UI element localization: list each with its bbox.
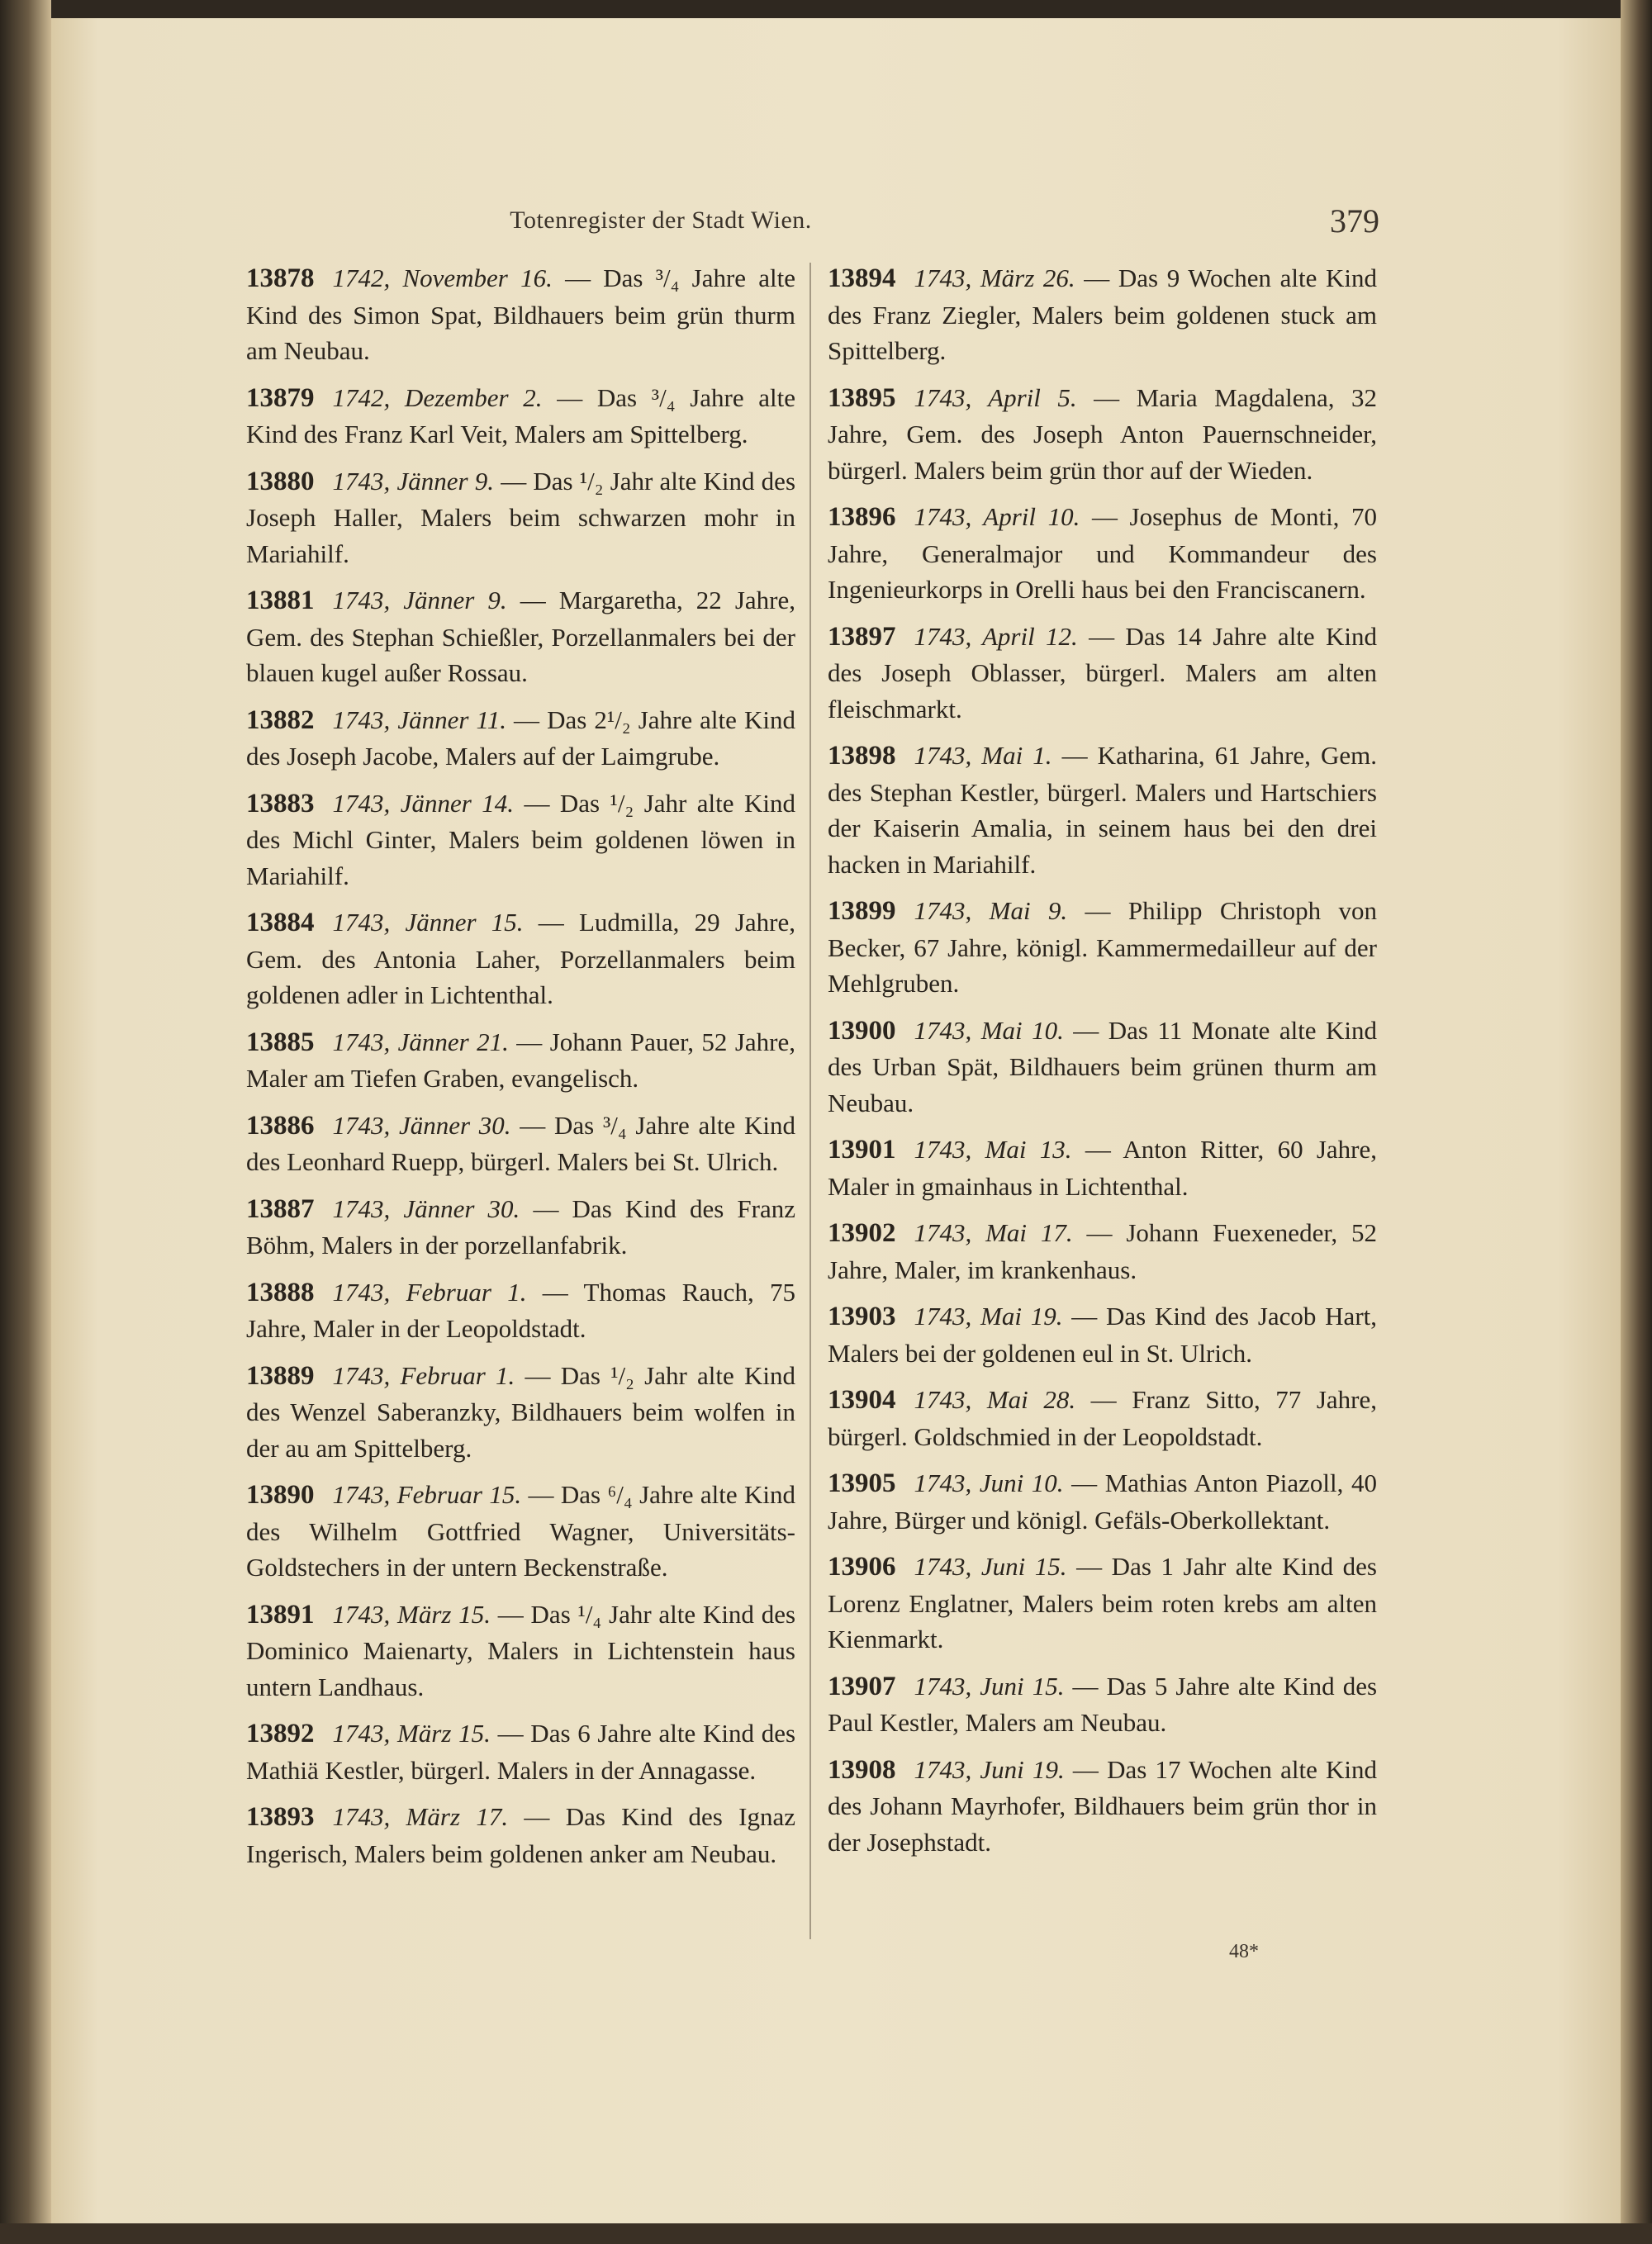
scan-top-edge <box>0 0 1652 18</box>
entry-text: — Johann Fuexeneder, 52 Jahre, Maler, im krankenhaus. <box>828 1218 1378 1284</box>
entry-number: 13903 <box>828 1302 896 1331</box>
register-entry <box>828 1382 1377 1454</box>
entry-date: 1743, Februar 1. <box>332 1360 515 1390</box>
entry-text: — Das Kind des Jacob Hart, Malers bei der goldenen eul in St. Ulrich. <box>828 1302 1378 1368</box>
register-entry <box>246 702 795 775</box>
entry-number: 13885 <box>246 1027 315 1057</box>
entry-number: 13894 <box>828 263 896 293</box>
entry-date: 1743, März 26. <box>914 263 1075 292</box>
entry-number: 13890 <box>246 1480 315 1510</box>
register-entry <box>246 1715 795 1788</box>
entry-number: 13893 <box>246 1802 315 1832</box>
entry-date: 1743, April 5. <box>914 382 1077 412</box>
register-entry <box>828 1131 1377 1204</box>
signature-mark: 48* <box>1229 1941 1259 1962</box>
register-entry <box>246 1108 795 1180</box>
entry-date: 1742, November 16. <box>332 263 553 292</box>
entry-date: 1743, Mai 1. <box>914 741 1052 770</box>
entry-number: 13886 <box>246 1110 315 1141</box>
scan-bottom-edge <box>0 2223 1652 2244</box>
register-entry <box>828 1215 1377 1288</box>
entry-number: 13881 <box>246 586 315 615</box>
entry-number: 13889 <box>246 1360 315 1391</box>
entry-number: 13905 <box>828 1468 896 1498</box>
entry-text: — Das ¹/₄ Jahr alte Kind des Dominico Maienarty, Malers in Lichtenstein haus untern Landhaus. <box>246 1599 796 1701</box>
register-entry <box>246 260 795 369</box>
register-entry <box>246 1274 795 1347</box>
entry-text: — Das 2¹/₂ Jahre alte Kind des Joseph Jacobe, Malers auf der Laimgrube. <box>246 705 795 771</box>
entry-number: 13904 <box>828 1385 896 1415</box>
entry-date: 1743, Jänner 21. <box>332 1027 509 1056</box>
register-entry <box>828 1298 1377 1371</box>
entry-date: 1743, Jänner 15. <box>332 908 524 937</box>
entry-date: 1743, März 17. <box>332 1802 509 1831</box>
entry-text: — Anton Ritter, 60 Jahre, Maler in gmainhaus in Lichtenthal. <box>828 1135 1378 1201</box>
entry-date: 1743, Juni 19. <box>914 1754 1065 1784</box>
entry-number: 13899 <box>828 896 896 926</box>
entry-date: 1743, April 10. <box>914 502 1080 531</box>
register-entry <box>246 1596 795 1706</box>
entry-text: — Philipp Christoph von Becker, 67 Jahre, königl. Kammermedailleur auf der Mehlgruben. <box>828 896 1378 998</box>
register-entry <box>828 619 1377 728</box>
entry-number: 13906 <box>828 1552 896 1582</box>
entry-text: — Das Kind des Ignaz Ingerisch, Malers beim goldenen anker am Neubau. <box>246 1802 795 1868</box>
entry-number: 13883 <box>246 788 315 818</box>
entry-text: — Das ¹/₂ Jahr alte Kind des Wenzel Saberanzky, Bildhauers beim wolfen in der au am Spittelberg. <box>246 1360 795 1463</box>
entry-date: 1743, Februar 1. <box>332 1277 527 1307</box>
entry-date: 1743, Juni 15. <box>914 1552 1067 1581</box>
entry-text: — Ludmilla, 29 Jahre, Gem. des Antonia Laher, Porzellanmalers beim goldenen adler in Lichtenthal. <box>246 908 795 1009</box>
entry-number: 13901 <box>828 1135 896 1165</box>
entry-text: — Das 1 Jahr alte Kind des Lorenz Englatner, Malers beim roten krebs am alten Kienmarkt. <box>828 1552 1377 1653</box>
register-entry <box>828 1752 1377 1861</box>
register-entry <box>246 1358 795 1467</box>
entry-date: 1743, Jänner 9. <box>332 466 494 496</box>
register-entry <box>246 1191 795 1264</box>
entry-date: 1743, April 12. <box>914 621 1078 651</box>
entry-text: — Franz Sitto, 77 Jahre, bürgerl. Goldschmied in der Leopoldstadt. <box>828 1385 1378 1451</box>
register-entry <box>246 1024 795 1097</box>
entry-number: 13882 <box>246 705 315 735</box>
entry-text: — Das 9 Wochen alte Kind des Franz Ziegler, Malers beim goldenen stuck am Spittelberg. <box>828 263 1377 365</box>
entry-text: — Thomas Rauch, 75 Jahre, Maler in der Leopoldstadt. <box>246 1277 796 1343</box>
register-entry <box>246 380 795 453</box>
entry-text: — Margaretha, 22 Jahre, Gem. des Stephan Schießler, Porzellanmalers bei der blauen kugel außer Rossau. <box>246 586 795 687</box>
entry-date: 1743, Mai 9. <box>914 896 1068 925</box>
left-column <box>246 260 795 1882</box>
entry-text: — Johann Pauer, 52 Jahre, Maler am Tiefen Graben, evangelisch. <box>246 1027 795 1093</box>
register-entry <box>828 260 1377 369</box>
entry-number: 13907 <box>828 1671 896 1701</box>
entry-date: 1743, Mai 28. <box>914 1385 1076 1414</box>
entry-date: 1743, Jänner 9. <box>332 586 507 614</box>
register-entry <box>246 1799 795 1872</box>
entry-date: 1743, Mai 10. <box>914 1015 1064 1045</box>
entry-date: 1743, Mai 13. <box>914 1135 1072 1164</box>
entry-text: — Katharina, 61 Jahre, Gem. des Stephan Kestler, bürgerl. Malers und Hartschiers der Kaiserin Amalia, in seinem haus bei den drei hacken in Mariahilf. <box>828 741 1377 879</box>
register-entry <box>828 738 1377 882</box>
entry-number: 13879 <box>246 382 315 413</box>
entry-text: — Das ³/₄ Jahre alte Kind des Simon Spat, Bildhauers beim grün thurm am Neubau. <box>246 263 796 365</box>
running-head: Totenregister der Stadt Wien. <box>510 206 812 234</box>
register-entry <box>828 1013 1377 1122</box>
entry-text: — Maria Magdalena, 32 Jahre, Gem. des Joseph Anton Pauernschneider, bürgerl. Malers beim grün thor auf der Wieden. <box>828 382 1378 485</box>
entry-number: 13897 <box>828 621 896 652</box>
page-number: 379 <box>1330 202 1379 240</box>
scan-binding-edge <box>0 0 51 2244</box>
entry-text: — Das ³/₄ Jahre alte Kind des Leonhard Ruepp, bürgerl. Malers bei St. Ulrich. <box>246 1110 795 1176</box>
entry-text: — Das ¹/₂ Jahr alte Kind des Joseph Haller, Malers beim schwarzen mohr in Mariahilf. <box>246 466 796 568</box>
entry-date: 1743, Jänner 11. <box>332 705 506 734</box>
register-entry <box>246 1477 795 1586</box>
entry-text: — Das ³/₄ Jahre alte Kind des Franz Karl Veit, Malers am Spittelberg. <box>246 382 796 448</box>
register-entry <box>246 582 795 691</box>
entry-text: — Das 11 Monate alte Kind des Urban Spät, Bildhauers beim grünen thurm am Neubau. <box>828 1015 1378 1117</box>
entry-text: — Josephus de Monti, 70 Jahre, Generalmajor und Kommandeur des Ingenieurkorps in Orelli haus bei den Franciscanern. <box>828 502 1378 604</box>
entry-number: 13891 <box>246 1599 315 1630</box>
column-divider <box>809 263 811 1939</box>
entry-number: 13880 <box>246 466 315 496</box>
register-entry <box>246 463 795 572</box>
register-entry <box>828 380 1377 489</box>
entry-date: 1743, März 15. <box>332 1719 491 1748</box>
entry-date: 1743, März 15. <box>332 1599 491 1629</box>
entry-text: — Das 5 Jahre alte Kind des Paul Kestler, Malers am Neubau. <box>828 1671 1378 1737</box>
right-column <box>828 260 1377 1871</box>
entry-text: — Das 17 Wochen alte Kind des Johann Mayrhofer, Bildhauers beim grün thor in der Josephstadt. <box>828 1754 1378 1857</box>
entry-date: 1743, Juni 15. <box>914 1671 1065 1701</box>
register-entry <box>828 893 1377 1002</box>
register-entry <box>828 1549 1377 1658</box>
entry-date: 1743, Juni 10. <box>914 1468 1064 1497</box>
scan-right-edge <box>1621 0 1652 2244</box>
entry-number: 13884 <box>246 908 315 937</box>
entry-date: 1743, Mai 19. <box>914 1302 1063 1331</box>
entry-text: — Das Kind des Franz Böhm, Malers in der porzellanfabrik. <box>246 1193 796 1260</box>
register-entry <box>246 904 795 1013</box>
entry-date: 1743, Februar 15. <box>332 1480 522 1509</box>
entry-text: — Mathias Anton Piazoll, 40 Jahre, Bürger und königl. Gefäls-Oberkollektant. <box>828 1468 1377 1535</box>
entry-number: 13900 <box>828 1015 896 1046</box>
entry-number: 13887 <box>246 1193 315 1224</box>
entry-text: — Das ¹/₂ Jahr alte Kind des Michl Ginter, Malers beim goldenen löwen in Mariahilf. <box>246 788 795 890</box>
entry-number: 13902 <box>828 1218 896 1248</box>
entry-number: 13895 <box>828 382 896 413</box>
entry-number: 13908 <box>828 1754 896 1785</box>
entry-date: 1743, Jänner 14. <box>332 788 514 818</box>
entry-text: — Das ⁶/₄ Jahre alte Kind des Wilhelm Gottfried Wagner, Universitäts-Goldstechers in der untern Beckenstraße. <box>246 1480 795 1582</box>
register-entry <box>246 785 795 894</box>
entry-number: 13898 <box>828 741 896 771</box>
entry-date: 1743, Jänner 30. <box>332 1110 511 1140</box>
entry-number: 13878 <box>246 263 315 293</box>
entry-date: 1743, Mai 17. <box>914 1218 1073 1247</box>
register-entry <box>828 1668 1377 1741</box>
entry-number: 13888 <box>246 1277 315 1307</box>
entry-text: — Das 6 Jahre alte Kind des Mathiä Kestler, bürgerl. Malers in der Annagasse. <box>246 1719 796 1785</box>
entry-date: 1742, Dezember 2. <box>332 382 543 412</box>
entry-text: — Das 14 Jahre alte Kind des Joseph Oblasser, bürgerl. Malers am alten fleischmarkt. <box>828 621 1377 723</box>
entry-number: 13892 <box>246 1719 315 1748</box>
register-entry <box>828 1465 1377 1538</box>
entry-number: 13896 <box>828 502 896 532</box>
register-entry <box>828 499 1377 608</box>
entry-date: 1743, Jänner 30. <box>332 1193 520 1223</box>
